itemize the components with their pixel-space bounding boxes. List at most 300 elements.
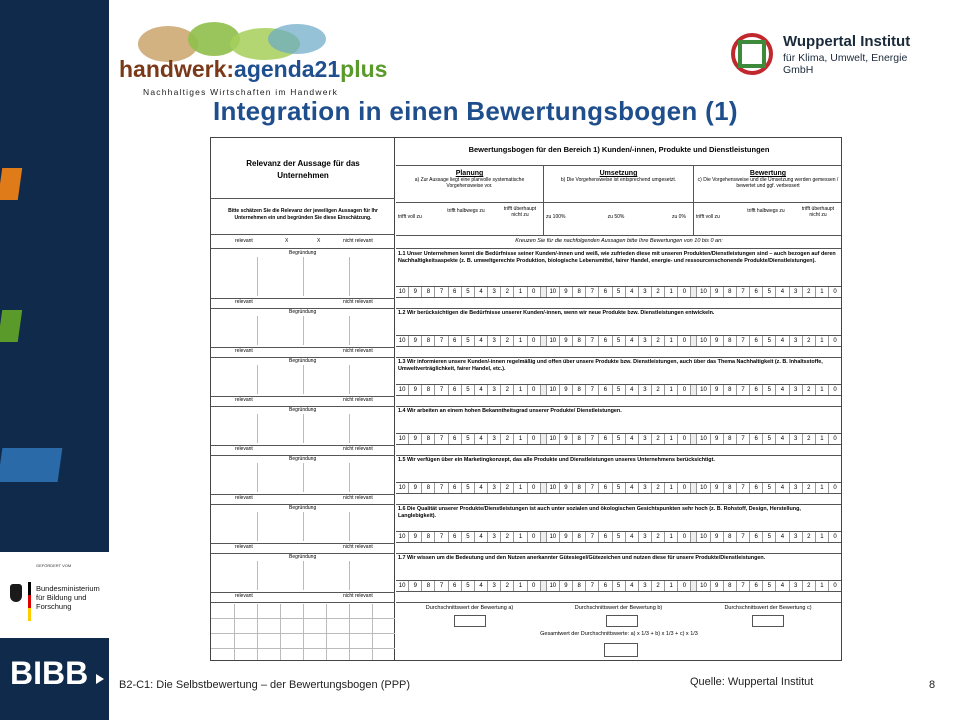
rating-option[interactable]: 7	[737, 287, 750, 297]
rating-option[interactable]: 7	[435, 287, 448, 297]
relevant-label: relevant	[235, 544, 253, 550]
rating-option[interactable]: 2	[803, 385, 816, 395]
rating-option[interactable]: 2	[803, 532, 816, 542]
rating-option[interactable]: 10	[697, 581, 710, 591]
rating-option[interactable]: 3	[790, 434, 803, 444]
rating-option[interactable]: 9	[711, 532, 724, 542]
rating-option[interactable]: 1	[665, 434, 678, 444]
rating-option[interactable]: 5	[763, 385, 776, 395]
rating-option[interactable]: 4	[776, 385, 789, 395]
rating-option[interactable]: 9	[409, 434, 422, 444]
rating-option[interactable]: 10	[697, 532, 710, 542]
rating-option[interactable]: 0	[829, 483, 842, 493]
rating-option[interactable]: 6	[449, 434, 462, 444]
rating-option[interactable]: 10	[396, 532, 409, 542]
rating-option[interactable]: 9	[409, 336, 422, 346]
rating-option[interactable]: 7	[737, 581, 750, 591]
rating-option[interactable]: 1	[514, 483, 527, 493]
total-box[interactable]	[604, 643, 638, 657]
rating-option[interactable]: 3	[790, 581, 803, 591]
german-flag-icon	[28, 582, 31, 622]
rating-option[interactable]: 6	[449, 336, 462, 346]
rating-option[interactable]: 1	[816, 581, 829, 591]
rating-option[interactable]: 1	[816, 434, 829, 444]
rating-option[interactable]: 3	[790, 532, 803, 542]
relevant-label: relevant	[235, 397, 253, 403]
question-text: 1.1 Unser Unternehmen kennt die Bedürfnisse seiner Kunden/-innen und weiß, wie zufrieden diese mit unseren Produkten/Dienstleistungen sind – auch bezogen auf deren Nachhaltigkeitsaspekte (z. B. umweltgerechte Produktion, biologische Lebensmittel, fairer Handel, energie- und ressourcenschonende Produkte/Dienstleistungen).	[398, 251, 836, 264]
rating-scale-row[interactable]	[396, 384, 842, 396]
eagle-icon	[10, 584, 22, 602]
rating-option[interactable]: 2	[501, 287, 514, 297]
rating-option[interactable]: 7	[435, 532, 448, 542]
average-a-label: Durchschnittswert der Bewertung a)	[425, 605, 514, 611]
wuppertal-logo-mark	[730, 32, 775, 77]
rating-option[interactable]: 6	[750, 336, 763, 346]
rating-option[interactable]: 0	[678, 532, 691, 542]
rating-option[interactable]: 0	[678, 287, 691, 297]
rating-option[interactable]: 6	[449, 385, 462, 395]
rating-option[interactable]: 7	[737, 385, 750, 395]
bmbf-name: Bundesministerium für Bildung und Forschung	[36, 584, 100, 611]
rating-option[interactable]: 9	[409, 385, 422, 395]
rating-option[interactable]: 6	[750, 287, 763, 297]
rating-option[interactable]: 7	[435, 434, 448, 444]
rating-option[interactable]: 7	[586, 434, 599, 444]
rating-option[interactable]: 2	[652, 532, 665, 542]
rating-option[interactable]: 3	[639, 483, 652, 493]
rating-option[interactable]: 8	[422, 532, 435, 542]
rating-option[interactable]: 1	[665, 385, 678, 395]
rating-option[interactable]: 4	[475, 385, 488, 395]
rating-option[interactable]: 7	[435, 483, 448, 493]
section-desc-planung: a) Zur Aussage liegt eine planvolle systematische Vorgehensweise vor.	[414, 177, 525, 189]
rating-option[interactable]: 0	[829, 336, 842, 346]
rating-option[interactable]: 6	[750, 434, 763, 444]
relevant-label: relevant	[235, 238, 253, 244]
rating-option[interactable]: 9	[560, 581, 573, 591]
section-title-bewertung: Bewertung	[749, 170, 787, 177]
rating-option[interactable]: 9	[409, 581, 422, 591]
rating-scale-row[interactable]	[396, 580, 842, 592]
rating-option[interactable]: 8	[724, 434, 737, 444]
rating-option[interactable]: 1	[665, 532, 678, 542]
rating-option[interactable]: 8	[724, 483, 737, 493]
option-label: trifft überhaupt nicht zu	[503, 206, 537, 218]
option-label: trifft voll zu	[696, 214, 720, 220]
rating-option[interactable]: 3	[639, 532, 652, 542]
rating-option[interactable]: 3	[790, 336, 803, 346]
rating-option[interactable]: 1	[514, 532, 527, 542]
rating-option[interactable]: 10	[697, 483, 710, 493]
rating-option[interactable]: 8	[724, 581, 737, 591]
rating-option[interactable]: 3	[639, 287, 652, 297]
page-number: 8	[929, 679, 936, 691]
rating-option[interactable]: 0	[678, 483, 691, 493]
rating-option[interactable]: 0	[829, 287, 842, 297]
rating-option[interactable]: 4	[776, 434, 789, 444]
rating-option[interactable]: 3	[488, 336, 501, 346]
rating-option[interactable]: 3	[488, 532, 501, 542]
rating-option[interactable]: 10	[396, 483, 409, 493]
rating-option[interactable]: 9	[409, 532, 422, 542]
slide-title: Integration in einen Bewertungsbogen (1)	[213, 96, 738, 126]
rating-option[interactable]: 7	[435, 581, 448, 591]
rating-option[interactable]: 5	[613, 287, 626, 297]
rating-option[interactable]: 6	[449, 581, 462, 591]
rating-option[interactable]: 4	[626, 336, 639, 346]
rating-option[interactable]: 4	[776, 532, 789, 542]
relevant-label: relevant	[235, 299, 253, 305]
rating-option[interactable]: 2	[652, 483, 665, 493]
rating-option[interactable]: 10	[547, 434, 560, 444]
rating-option[interactable]: 5	[763, 532, 776, 542]
rating-option[interactable]: 4	[776, 336, 789, 346]
option-label: trifft überhaupt nicht zu	[801, 206, 835, 218]
rating-option[interactable]: 10	[547, 532, 560, 542]
rating-option[interactable]: 7	[737, 483, 750, 493]
not-relevant-label: nicht relevant	[343, 299, 373, 305]
slide-footer: B2-C1: Die Selbstbewertung – der Bewertungsbogen (PPP)	[119, 679, 411, 691]
rating-option[interactable]: 0	[528, 532, 541, 542]
rating-option[interactable]: 8	[724, 287, 737, 297]
rating-option[interactable]: 10	[547, 483, 560, 493]
rating-option[interactable]: 8	[422, 581, 435, 591]
not-relevant-label: nicht relevant	[343, 593, 373, 599]
rating-option[interactable]: 10	[396, 336, 409, 346]
rating-option[interactable]: 4	[626, 434, 639, 444]
rating-option[interactable]: 0	[528, 336, 541, 346]
rating-option[interactable]: 5	[462, 483, 475, 493]
rating-option[interactable]: 10	[697, 336, 710, 346]
rating-option[interactable]: 9	[560, 434, 573, 444]
rating-option[interactable]: 1	[514, 581, 527, 591]
rating-option[interactable]: 1	[665, 483, 678, 493]
rating-option[interactable]: 7	[586, 385, 599, 395]
reason-label: Begründung	[289, 250, 317, 256]
rating-option[interactable]: 0	[678, 336, 691, 346]
rating-option[interactable]: 4	[776, 483, 789, 493]
rating-option[interactable]: 1	[665, 581, 678, 591]
rating-option[interactable]: 9	[711, 385, 724, 395]
reason-label: Begründung	[289, 456, 317, 462]
rating-option[interactable]: 1	[514, 336, 527, 346]
rating-option[interactable]: 4	[475, 336, 488, 346]
rating-option[interactable]: 4	[626, 483, 639, 493]
rating-option[interactable]: 9	[711, 581, 724, 591]
rating-option[interactable]: 9	[560, 385, 573, 395]
rating-option[interactable]: 5	[763, 483, 776, 493]
rating-option[interactable]: 4	[776, 581, 789, 591]
rating-option[interactable]: 2	[652, 385, 665, 395]
section-title-planung: Planung	[455, 170, 484, 177]
rating-option[interactable]: 3	[639, 336, 652, 346]
rating-option[interactable]: 8	[422, 287, 435, 297]
total-formula: Gesamtwert der Durchschnittswerte: a) x 1/3 + b) x 1/3 + c) x 1/3	[540, 631, 698, 637]
rating-option[interactable]: 5	[462, 434, 475, 444]
relevant-label: relevant	[235, 593, 253, 599]
rating-option[interactable]: 9	[560, 532, 573, 542]
rating-option[interactable]: 7	[435, 336, 448, 346]
relevant-label: relevant	[235, 446, 253, 452]
rating-option[interactable]: 5	[763, 581, 776, 591]
rating-scale-row[interactable]	[396, 531, 842, 543]
rating-option[interactable]: 6	[449, 287, 462, 297]
rating-option[interactable]: 6	[599, 581, 612, 591]
rating-option[interactable]: 3	[488, 385, 501, 395]
rating-option[interactable]: 8	[573, 483, 586, 493]
rating-option[interactable]: 2	[652, 287, 665, 297]
rating-option[interactable]: 10	[396, 434, 409, 444]
rating-option[interactable]: 10	[697, 287, 710, 297]
rating-option[interactable]: 2	[501, 581, 514, 591]
rating-option[interactable]: 6	[750, 581, 763, 591]
rating-option[interactable]: 3	[488, 434, 501, 444]
rating-option[interactable]: 8	[573, 532, 586, 542]
rating-option[interactable]: 0	[528, 581, 541, 591]
source-label: Quelle: Wuppertal Institut	[690, 676, 814, 688]
rating-option[interactable]: 8	[422, 336, 435, 346]
rating-option[interactable]: 10	[547, 336, 560, 346]
rating-option[interactable]: 5	[462, 581, 475, 591]
rating-option[interactable]: 3	[639, 581, 652, 591]
rating-option[interactable]: 2	[803, 581, 816, 591]
rating-option[interactable]: 4	[626, 581, 639, 591]
question-text: 1.7 Wir wissen um die Bedeutung und den Nutzen anerkannter Gütesiegel/Gütezeichen und nutzen diese für unsere Produkte/Dienstleistungen.	[398, 555, 766, 561]
rating-option[interactable]: 2	[803, 483, 816, 493]
evaluation-form	[210, 137, 842, 661]
rating-option[interactable]: 9	[711, 287, 724, 297]
rating-option[interactable]: 7	[586, 532, 599, 542]
question-text: 1.3 Wir informieren unsere Kunden/-innen regelmäßig und offen über unsere Produkte bzw. Dienstleistungen, auch über das Thema Nachhaltigkeit (z. B. Inhaltsstoffe, Umweltverträglichkeit, fairer Handel, etc.).	[398, 359, 823, 372]
bibb-logo-text: BIBB	[10, 655, 89, 691]
rating-option[interactable]: 2	[803, 434, 816, 444]
rating-option[interactable]: 8	[573, 336, 586, 346]
rating-option[interactable]: 1	[816, 385, 829, 395]
rating-option[interactable]: 6	[750, 385, 763, 395]
rating-option[interactable]: 0	[528, 483, 541, 493]
rating-option[interactable]: 2	[803, 336, 816, 346]
rating-option[interactable]: 6	[750, 483, 763, 493]
rating-option[interactable]: 6	[750, 532, 763, 542]
rating-option[interactable]: 10	[697, 385, 710, 395]
rating-option[interactable]: 8	[422, 483, 435, 493]
rating-option[interactable]: 8	[573, 581, 586, 591]
rating-option[interactable]: 10	[697, 434, 710, 444]
rating-scale-row[interactable]	[396, 433, 842, 445]
rating-option[interactable]: 10	[547, 385, 560, 395]
rating-option[interactable]: 1	[514, 434, 527, 444]
rating-option[interactable]: 5	[462, 385, 475, 395]
rating-option[interactable]: 5	[462, 336, 475, 346]
rating-option[interactable]: 9	[560, 336, 573, 346]
x-mark: X	[317, 238, 321, 244]
rating-option[interactable]: 4	[626, 287, 639, 297]
rating-option[interactable]: 4	[475, 287, 488, 297]
rating-option[interactable]: 2	[501, 385, 514, 395]
rating-option[interactable]: 0	[678, 581, 691, 591]
rating-option[interactable]: 4	[475, 434, 488, 444]
rating-option[interactable]: 9	[409, 483, 422, 493]
section-desc-umsetzung: b) Die Vorgehensweise ist entsprechend umgesetzt.	[560, 177, 677, 183]
rating-option[interactable]: 5	[763, 434, 776, 444]
rating-option[interactable]: 10	[396, 581, 409, 591]
reason-label: Begründung	[289, 554, 317, 560]
rating-column	[396, 138, 842, 660]
x-mark: X	[285, 238, 289, 244]
rating-option[interactable]: 8	[724, 336, 737, 346]
question-text: 1.2 Wir berücksichtigen die Bedürfnisse unserer Kunden/-innen, wenn wir neue Produkte bzw. Dienstleistungen entwickeln.	[398, 310, 715, 316]
rating-option[interactable]: 0	[829, 532, 842, 542]
relevant-label: relevant	[235, 348, 253, 354]
rating-option[interactable]: 7	[586, 287, 599, 297]
question-text: 1.5 Wir verfügen über ein Marketingkonzept, das alle Produkte und Dienstleistungen unseres Unternehmens berücksichtigt.	[398, 457, 715, 463]
rating-option[interactable]: 5	[613, 581, 626, 591]
rating-option[interactable]: 4	[475, 483, 488, 493]
rating-option[interactable]: 5	[613, 434, 626, 444]
rating-option[interactable]: 7	[737, 532, 750, 542]
rating-option[interactable]: 7	[586, 483, 599, 493]
not-relevant-label: nicht relevant	[343, 348, 373, 354]
rating-option[interactable]: 3	[639, 434, 652, 444]
rating-option[interactable]: 7	[435, 385, 448, 395]
not-relevant-label: nicht relevant	[343, 238, 373, 244]
rating-option[interactable]: 0	[829, 434, 842, 444]
rating-option[interactable]: 9	[560, 483, 573, 493]
rating-scale-row[interactable]	[396, 335, 842, 347]
rating-option[interactable]: 6	[599, 532, 612, 542]
rating-option[interactable]: 6	[599, 336, 612, 346]
rating-option[interactable]: 8	[573, 385, 586, 395]
option-label: zu 0%	[672, 214, 686, 220]
rating-option[interactable]: 6	[599, 287, 612, 297]
rating-option[interactable]: 7	[586, 581, 599, 591]
rating-option[interactable]: 5	[613, 385, 626, 395]
rating-option[interactable]: 8	[422, 385, 435, 395]
rating-option[interactable]: 3	[488, 581, 501, 591]
form-main-header: Bewertungsbogen für den Bereich 1) Kunden/-innen, Produkte und Dienstleistungen	[468, 145, 770, 154]
rating-option[interactable]: 1	[514, 385, 527, 395]
rating-option[interactable]: 8	[422, 434, 435, 444]
rating-option[interactable]: 9	[409, 287, 422, 297]
question-text: 1.6 Die Qualität unserer Produkte/Dienstleistungen ist auch unter sozialen und ökologischen Gesichtspunkten sehr hoch (z. B. Rohstoff, Design, Herstellung, Langlebigkeit).	[398, 506, 801, 519]
rating-option[interactable]: 4	[475, 532, 488, 542]
rating-option[interactable]: 4	[626, 532, 639, 542]
agenda21-tagline: Nachhaltiges Wirtschaften im Handwerk	[143, 87, 339, 97]
agenda21-wordmark: handwerk:agenda21plus	[119, 56, 388, 82]
rating-option[interactable]: 0	[528, 434, 541, 444]
rating-option[interactable]: 1	[514, 287, 527, 297]
question-text: 1.4 Wir arbeiten an einem hohen Bekanntheitsgrad unserer Produkte/ Dienstleistungen.	[398, 408, 622, 414]
rating-option[interactable]: 3	[790, 483, 803, 493]
rating-option[interactable]: 9	[711, 483, 724, 493]
rating-option[interactable]: 3	[790, 287, 803, 297]
rating-option[interactable]: 6	[449, 532, 462, 542]
average-b-box[interactable]	[606, 615, 638, 627]
reason-label: Begründung	[289, 358, 317, 364]
rating-option[interactable]: 2	[652, 434, 665, 444]
rating-option[interactable]: 2	[501, 483, 514, 493]
rating-option[interactable]: 1	[816, 336, 829, 346]
not-relevant-label: nicht relevant	[343, 544, 373, 550]
rating-option[interactable]: 8	[573, 287, 586, 297]
option-label: zu 100%	[546, 214, 566, 220]
rating-option[interactable]: 3	[488, 287, 501, 297]
rating-option[interactable]: 7	[737, 336, 750, 346]
relevance-hint: Bitte schätzen Sie die Relevanz der jeweiligen Aussagen für Ihr Unternehmen ein und begründen Sie diese Einschätzung.	[228, 208, 378, 221]
rating-option[interactable]: 6	[599, 434, 612, 444]
rating-option[interactable]: 10	[396, 385, 409, 395]
rating-option[interactable]: 0	[678, 385, 691, 395]
rating-option[interactable]: 6	[449, 483, 462, 493]
rating-option[interactable]: 10	[396, 287, 409, 297]
rating-option[interactable]: 2	[803, 287, 816, 297]
rating-option[interactable]: 0	[829, 581, 842, 591]
rating-option[interactable]: 0	[829, 385, 842, 395]
option-label: zu 50%	[607, 214, 625, 220]
rating-option[interactable]: 1	[816, 287, 829, 297]
rating-option[interactable]: 10	[547, 581, 560, 591]
rating-option[interactable]: 9	[560, 287, 573, 297]
rating-option[interactable]: 2	[501, 434, 514, 444]
rating-option[interactable]: 4	[626, 385, 639, 395]
rating-option[interactable]: 5	[462, 287, 475, 297]
rating-option[interactable]: 5	[763, 287, 776, 297]
rating-option[interactable]: 4	[475, 581, 488, 591]
rating-option[interactable]: 1	[665, 336, 678, 346]
rating-scale-row[interactable]	[396, 482, 842, 494]
rating-option[interactable]: 2	[501, 532, 514, 542]
average-c-box[interactable]	[752, 615, 784, 627]
rating-option[interactable]: 7	[737, 434, 750, 444]
section-title-umsetzung: Umsetzung	[599, 170, 638, 177]
rating-option[interactable]: 2	[501, 336, 514, 346]
rating-option[interactable]: 2	[652, 581, 665, 591]
rating-option[interactable]: 9	[711, 336, 724, 346]
rating-option[interactable]: 10	[547, 287, 560, 297]
rating-option[interactable]: 1	[816, 532, 829, 542]
average-c-label: Durchschnittswert der Bewertung c)	[724, 605, 812, 611]
rating-option[interactable]: 8	[573, 434, 586, 444]
rating-option[interactable]: 9	[711, 434, 724, 444]
rating-option[interactable]: 3	[488, 483, 501, 493]
rating-option[interactable]: 6	[599, 483, 612, 493]
section-desc-bewertung: c) Die Vorgehensweise und die Umsetzung werden gemessen / bewertet und ggf. verbessert	[697, 177, 839, 189]
rating-option[interactable]: 5	[613, 483, 626, 493]
rating-option[interactable]: 0	[528, 385, 541, 395]
rating-option[interactable]: 3	[639, 385, 652, 395]
rating-option[interactable]: 3	[790, 385, 803, 395]
rating-option[interactable]: 4	[776, 287, 789, 297]
rating-option[interactable]: 8	[724, 385, 737, 395]
rating-option[interactable]: 5	[613, 532, 626, 542]
rating-option[interactable]: 5	[462, 532, 475, 542]
rating-option[interactable]: 6	[599, 385, 612, 395]
rating-option[interactable]: 0	[528, 287, 541, 297]
rating-option[interactable]: 8	[724, 532, 737, 542]
rating-option[interactable]: 1	[816, 483, 829, 493]
rating-option[interactable]: 1	[665, 287, 678, 297]
relevance-header: Relevanz der Aussage für das Unternehmen	[246, 159, 360, 180]
rating-option[interactable]: 5	[613, 336, 626, 346]
rating-option[interactable]: 5	[763, 336, 776, 346]
rating-scale-row[interactable]	[396, 286, 842, 298]
bmbf-funded-label: GEFÖRDERT VOM	[36, 563, 72, 568]
rating-option[interactable]: 2	[652, 336, 665, 346]
reason-label: Begründung	[289, 505, 317, 511]
average-a-box[interactable]	[454, 615, 486, 627]
rating-option[interactable]: 0	[678, 434, 691, 444]
rating-option[interactable]: 7	[586, 336, 599, 346]
